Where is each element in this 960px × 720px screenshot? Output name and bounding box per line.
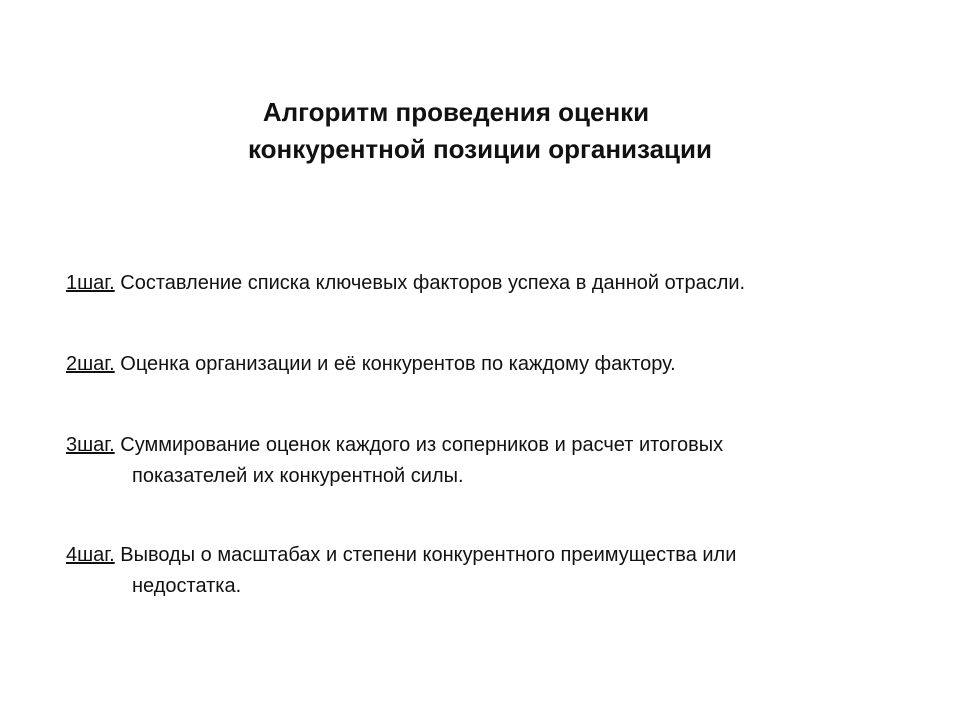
title-line-2: конкурентной позиции организации xyxy=(247,134,712,164)
step-3-text: Суммирование оценок каждого из соперников и расчет итоговых xyxy=(114,434,724,456)
slide-title xyxy=(0,94,960,168)
step-2 xyxy=(66,349,926,380)
step-2-label: 2шаг. xyxy=(66,353,115,375)
step-4-continuation: недостатка. xyxy=(132,575,242,597)
step-1-label: 1шаг. xyxy=(66,272,115,294)
step-3-continuation: показателей их конкурентной силы. xyxy=(132,465,464,487)
title-line-1: Алгоритм проведения оценки xyxy=(262,97,650,127)
step-3 xyxy=(66,430,926,492)
step-4-text: Выводы о масштабах и степени конкурентного преимущества или xyxy=(114,544,737,566)
step-1 xyxy=(66,268,926,299)
step-2-text: Оценка организации и её конкурентов по каждому фактору. xyxy=(114,353,676,375)
step-3-label: 3шаг. xyxy=(66,434,115,456)
step-4 xyxy=(66,540,926,602)
step-1-text: Составление списка ключевых факторов успеха в данной отрасли. xyxy=(114,272,746,294)
step-4-label: 4шаг. xyxy=(66,544,115,566)
